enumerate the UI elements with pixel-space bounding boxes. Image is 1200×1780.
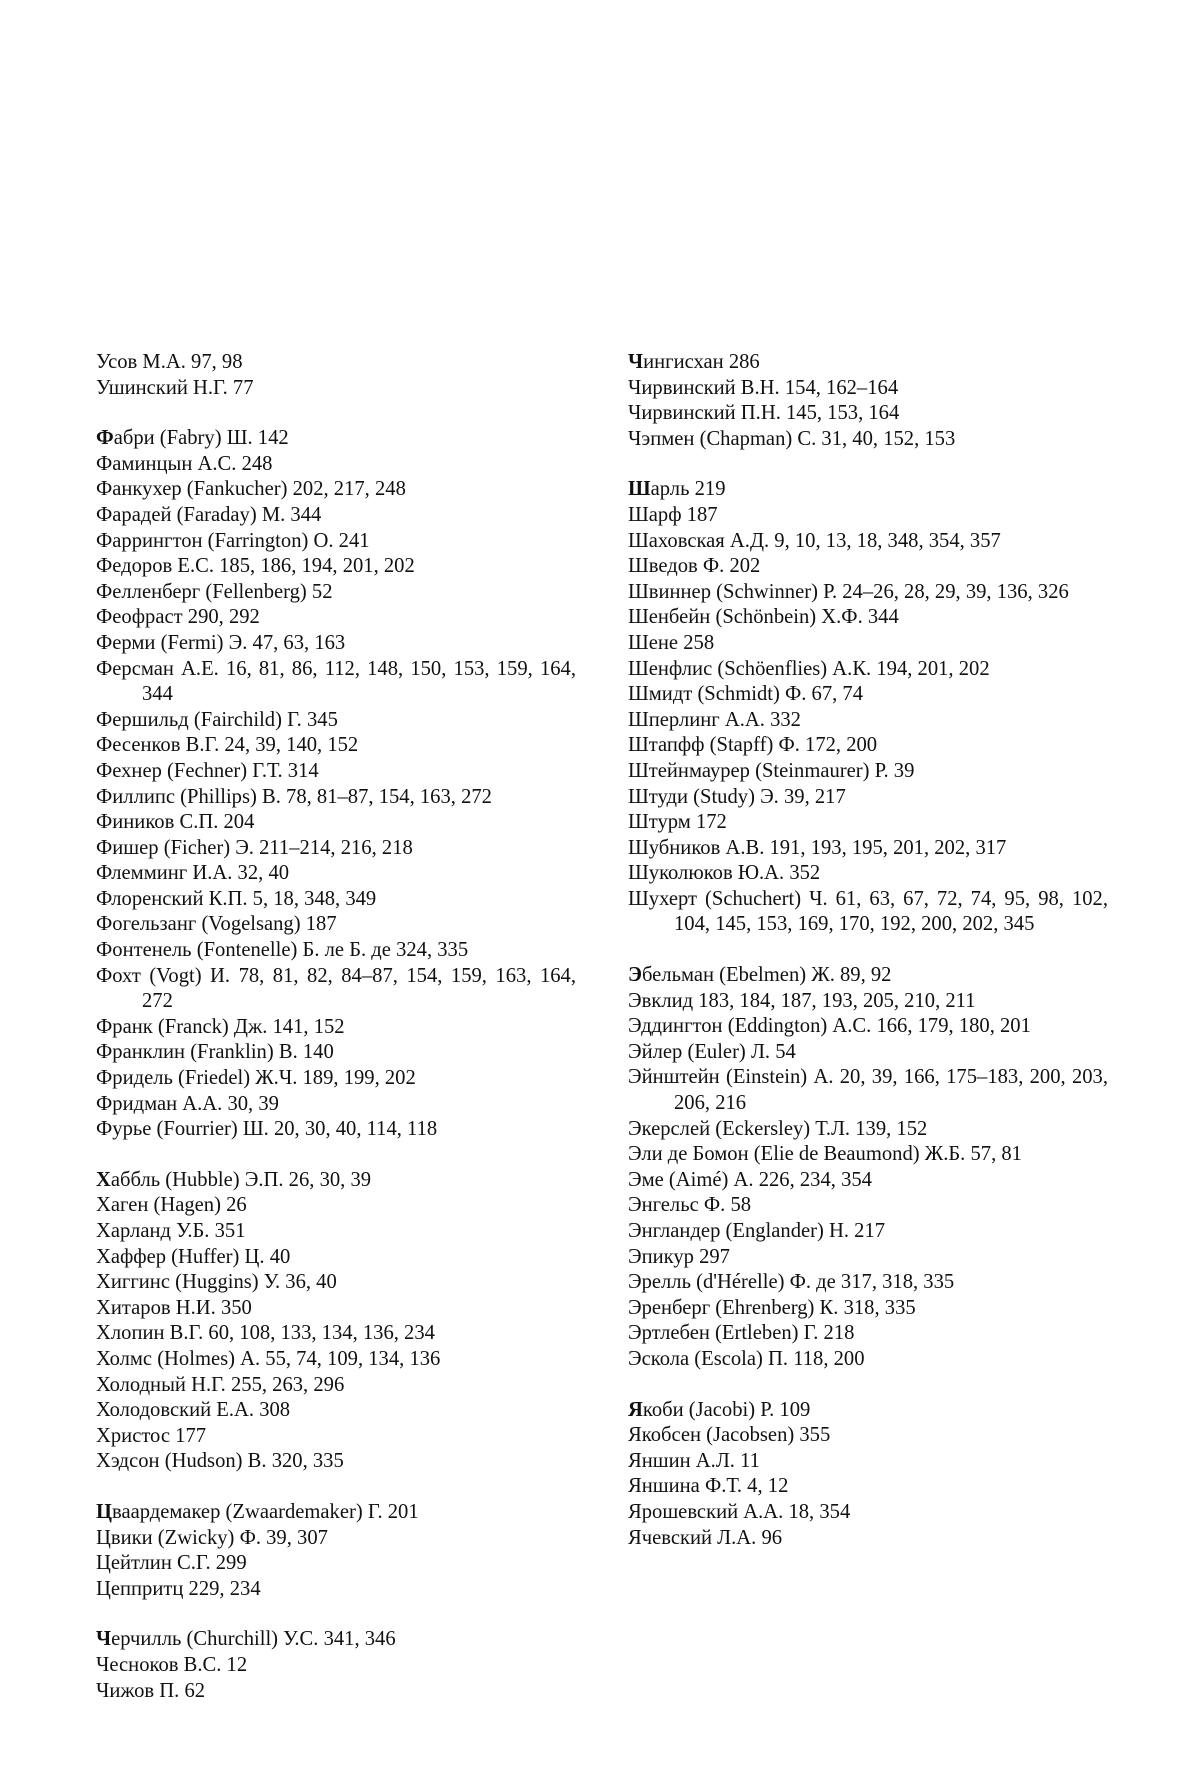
index-letter-group xyxy=(628,350,1108,452)
index-letter-group xyxy=(96,1168,576,1475)
index-letter-initial: Х xyxy=(96,1168,111,1191)
index-entry: Харланд У.Б. 351 xyxy=(96,1220,246,1242)
index-entry: Холмс (Holmes) А. 55, 74, 109, 134, 136 xyxy=(96,1347,441,1370)
index-column-right xyxy=(628,350,1108,1576)
index-entry: Энгландер (Englander) Н. 217 xyxy=(628,1220,886,1242)
index-entry: Шмидт (Schmidt) Ф. 67, 74 xyxy=(628,683,864,706)
index-entry: Флемминг И.А. 32, 40 xyxy=(96,862,290,885)
index-entry: Хаффер (Huffer) Ц. 40 xyxy=(96,1245,291,1268)
index-entry: Фанкухер (Fankucher) 202, 217, 248 xyxy=(96,478,406,501)
index-entry: Цейтлин С.Г. 299 xyxy=(96,1552,247,1575)
index-entry: Ферми (Fermi) Э. 47, 63, 163 xyxy=(96,631,346,654)
index-entry: Хиггинс (Huggins) У. 36, 40 xyxy=(96,1271,337,1294)
index-entry: Франклин (Franklin) В. 140 xyxy=(96,1041,334,1064)
index-entry: Эйнштейн (Einstein) А. 20, 39, 166, 175–183, 200, 203, 206, 216 xyxy=(628,1066,1108,1115)
index-entry: Штейнмаурер (Steinmaurer) Р. 39 xyxy=(628,759,915,782)
index-entry: Фершильд (Fairchild) Г. 345 xyxy=(96,708,338,731)
index-entry: Яншина Ф.Т. 4, 12 xyxy=(628,1475,789,1498)
index-entry: Флоренский К.П. 5, 18, 348, 349 xyxy=(96,887,377,910)
index-entry: Штуди (Study) Э. 39, 217 xyxy=(628,785,846,808)
index-entry: Холодный Н.Г. 255, 263, 296 xyxy=(96,1373,345,1396)
index-entry: Фридман А.А. 30, 39 xyxy=(96,1092,279,1115)
index-letter-group xyxy=(96,1500,576,1602)
index-entry: Ушинский Н.Г. 77 xyxy=(96,376,254,399)
index-entry: Феофраст 290, 292 xyxy=(96,606,260,629)
index-entry: Шведов Ф. 202 xyxy=(628,555,761,578)
index-entry: Ярошевский А.А. 18, 354 xyxy=(628,1500,851,1523)
index-letter-group xyxy=(628,1398,1108,1552)
index-entry: Якобсен (Jacobsen) 355 xyxy=(628,1424,831,1447)
index-letter-initial: Ч xyxy=(96,1628,112,1651)
index-entry: Чингисхан 286 xyxy=(628,351,760,373)
index-entry: Эли де Бомон (Elie de Beaumond) Ж.Б. 57, 81 xyxy=(628,1143,1022,1166)
index-entry: Штурм 172 xyxy=(628,811,727,834)
index-entry: Эрелль (d'Hérelle) Ф. де 317, 318, 335 xyxy=(628,1271,955,1294)
index-entry: Цваардемакер (Zwaardemaker) Г. 201 xyxy=(96,1500,419,1523)
index-entry: Фарадей (Faraday) М. 344 xyxy=(96,503,322,526)
index-entry: Чижов П. 62 xyxy=(96,1679,206,1702)
index-entry: Шене 258 xyxy=(628,631,715,654)
index-column-left xyxy=(96,350,576,1729)
index-entry: Шарф 187 xyxy=(628,503,718,526)
index-entry: Экерслей (Eckersley) Т.Л. 139, 152 xyxy=(628,1117,928,1140)
index-entry: Усов М.А. 97, 98 xyxy=(96,351,243,373)
index-letter-group xyxy=(628,477,1108,938)
index-entry: Эпикур 297 xyxy=(628,1245,730,1268)
index-entry: Чирвинский П.Н. 145, 153, 164 xyxy=(628,402,900,425)
index-entry: Фехнер (Fechner) Г.Т. 314 xyxy=(96,759,319,782)
index-entry: Хаббль (Hubble) Э.П. 26, 30, 39 xyxy=(96,1168,372,1191)
index-entry: Шухерт (Schuchert) Ч. 61, 63, 67, 72, 74, 95, 98, 102, 104, 145, 153, 169, 170, 192, 200, 202, 345 xyxy=(628,887,1108,936)
index-letter-initial: Ч xyxy=(628,351,644,373)
index-letter-initial: Я xyxy=(628,1398,643,1421)
index-entry: Хлопин В.Г. 60, 108, 133, 134, 136, 234 xyxy=(96,1322,435,1345)
index-entry: Цвики (Zwicky) Ф. 39, 307 xyxy=(96,1526,328,1549)
index-entry: Филлипс (Phillips) В. 78, 81–87, 154, 163, 272 xyxy=(96,785,492,808)
index-entry: Фишер (Ficher) Э. 211–214, 216, 218 xyxy=(96,836,413,859)
index-entry: Эртлебен (Ertleben) Г. 218 xyxy=(628,1322,855,1345)
index-letter-group xyxy=(96,1627,576,1704)
index-entry: Шуколюков Ю.А. 352 xyxy=(628,862,821,885)
index-entry: Холодовский Е.А. 308 xyxy=(96,1399,291,1422)
index-entry: Фабри (Fabry) Ш. 142 xyxy=(96,427,289,450)
index-entry: Черчилль (Churchill) У.С. 341, 346 xyxy=(96,1628,396,1651)
index-entry: Штапфф (Stapff) Ф. 172, 200 xyxy=(628,734,878,757)
index-entry: Шарль 219 xyxy=(628,478,726,501)
index-entry: Шенфлис (Schöenflies) А.К. 194, 201, 202 xyxy=(628,657,990,680)
index-entry: Шубников А.В. 191, 193, 195, 201, 202, 317 xyxy=(628,836,1007,859)
index-entry: Чэпмен (Chapman) С. 31, 40, 152, 153 xyxy=(628,427,956,450)
index-entry: Фурье (Fourrier) Ш. 20, 30, 40, 114, 118 xyxy=(96,1118,438,1141)
index-entry: Шперлинг А.А. 332 xyxy=(628,708,801,731)
index-entry: Хитаров Н.И. 350 xyxy=(96,1296,252,1319)
index-entry: Чесноков В.С. 12 xyxy=(96,1653,248,1676)
index-entry: Эскола (Escola) П. 118, 200 xyxy=(628,1347,865,1370)
index-entry: Хаген (Hagen) 26 xyxy=(96,1194,247,1217)
index-entry: Эвклид 183, 184, 187, 193, 205, 210, 211 xyxy=(628,989,976,1012)
index-entry: Эддингтон (Eddington) А.С. 166, 179, 180, 201 xyxy=(628,1015,1031,1038)
index-entry: Эбельман (Ebelmen) Ж. 89, 92 xyxy=(628,964,892,987)
index-letter-group xyxy=(628,963,1108,1373)
index-entry: Фохт (Vogt) И. 78, 81, 82, 84–87, 154, 159, 163, 164, 272 xyxy=(96,964,576,1013)
index-entry: Фиников С.П. 204 xyxy=(96,811,255,834)
index-entry: Фонтенель (Fontenelle) Б. ле Б. де 324, 335 xyxy=(96,939,469,962)
index-entry: Якоби (Jacobi) Р. 109 xyxy=(628,1398,811,1421)
index-entry: Федоров Е.С. 185, 186, 194, 201, 202 xyxy=(96,555,415,578)
index-entry: Фелленберг (Fellenberg) 52 xyxy=(96,580,333,603)
index-letter-initial: Ц xyxy=(96,1500,113,1523)
index-entry: Цеппритц 229, 234 xyxy=(96,1577,261,1600)
index-entry: Ферсман А.Е. 16, 81, 86, 112, 148, 150, 153, 159, 164, 344 xyxy=(96,657,576,706)
index-letter-initial: Ш xyxy=(628,478,651,501)
index-entry: Энгельс Ф. 58 xyxy=(628,1194,752,1217)
index-entry: Фогельзанг (Vogelsang) 187 xyxy=(96,913,337,936)
index-entry: Швиннер (Schwinner) Р. 24–26, 28, 29, 39, 136, 326 xyxy=(628,580,1069,603)
index-entry: Эйлер (Euler) Л. 54 xyxy=(628,1040,796,1063)
index-entry: Хэдсон (Hudson) В. 320, 335 xyxy=(96,1450,344,1473)
index-entry: Эме (Aimé) А. 226, 234, 354 xyxy=(628,1168,872,1191)
index-entry: Фаминцын А.С. 248 xyxy=(96,452,273,475)
index-entry: Чирвинский В.Н. 154, 162–164 xyxy=(628,376,899,399)
index-entry: Ячевский Л.А. 96 xyxy=(628,1526,783,1549)
index-letter-group xyxy=(96,350,576,401)
index-entry: Шаховская А.Д. 9, 10, 13, 18, 348, 354, 357 xyxy=(628,529,1001,552)
index-entry: Фаррингтон (Farrington) О. 241 xyxy=(96,529,370,552)
index-entry: Шенбейн (Schönbein) Х.Ф. 344 xyxy=(628,606,899,629)
index-letter-group xyxy=(96,426,576,1143)
index-entry: Фесенков В.Г. 24, 39, 140, 152 xyxy=(96,734,359,757)
index-entry: Христос 177 xyxy=(96,1424,207,1447)
index-entry: Фридель (Friedel) Ж.Ч. 189, 199, 202 xyxy=(96,1067,416,1090)
index-letter-initial: Э xyxy=(628,964,642,987)
index-entry: Франк (Franck) Дж. 141, 152 xyxy=(96,1015,345,1038)
index-letter-initial: Ф xyxy=(96,427,114,450)
index-entry: Яншин А.Л. 11 xyxy=(628,1449,760,1472)
index-entry: Эренберг (Ehrenberg) К. 318, 335 xyxy=(628,1296,916,1319)
